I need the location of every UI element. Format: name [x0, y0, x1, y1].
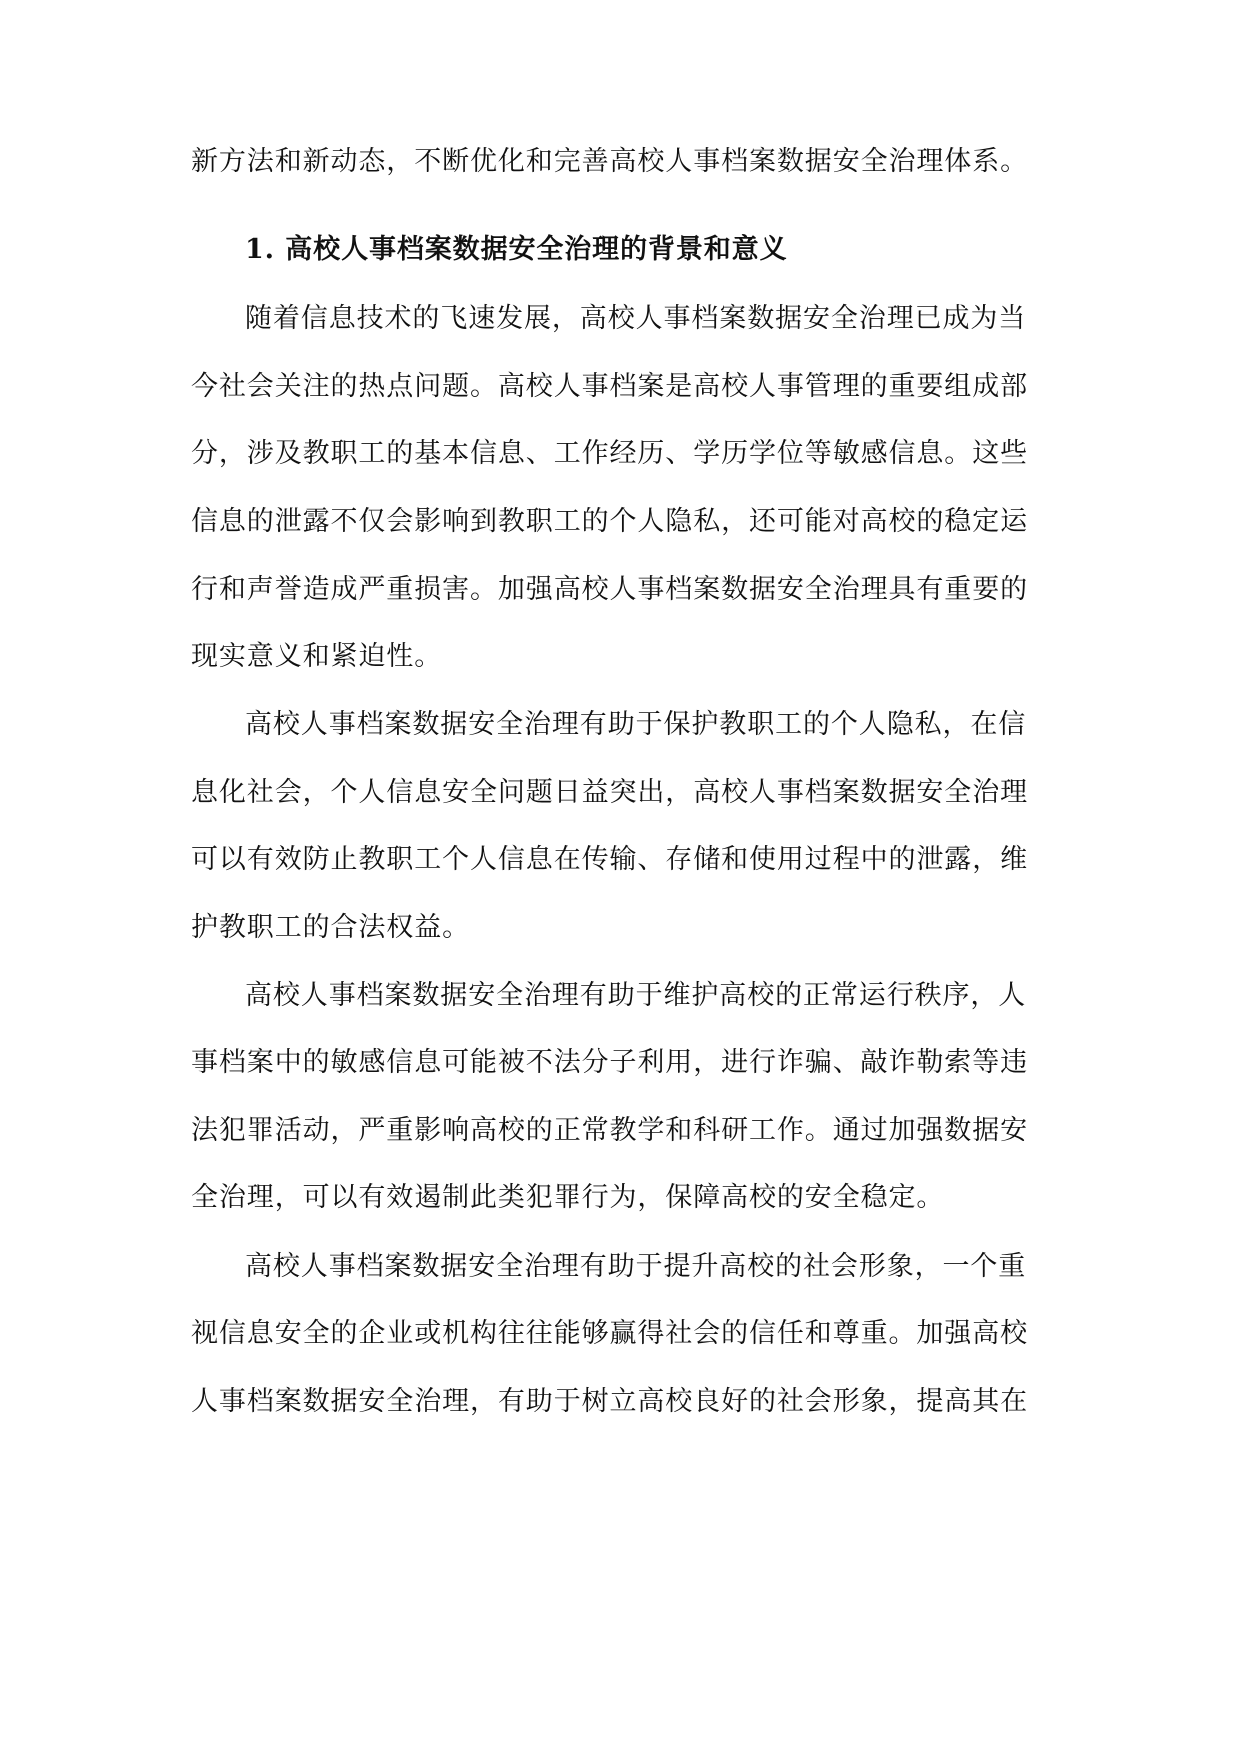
section-heading: 1. 高校人事档案数据安全治理的背景和意义: [245, 234, 788, 265]
paragraph-line: 视信息安全的企业或机构往往能够赢得社会的信任和尊重。加强高校: [191, 1318, 1028, 1349]
paragraph-line: 现实意义和紧迫性。: [191, 641, 443, 672]
intro-line: 新方法和新动态，不断优化和完善高校人事档案数据安全治理体系。: [191, 146, 1028, 177]
paragraph-line: 行和声誉造成严重损害。加强高校人事档案数据安全治理具有重要的: [191, 574, 1028, 605]
paragraph-line: 高校人事档案数据安全治理有助于提升高校的社会形象，一个重: [245, 1251, 1027, 1282]
paragraph-line: 随着信息技术的飞速发展，高校人事档案数据安全治理已成为当: [245, 303, 1027, 334]
paragraph-line: 事档案中的敏感信息可能被不法分子利用，进行诈骗、敲诈勒索等违: [191, 1047, 1028, 1078]
paragraph-line: 今社会关注的热点问题。高校人事档案是高校人事管理的重要组成部: [191, 371, 1028, 402]
paragraph-line: 法犯罪活动，严重影响高校的正常教学和科研工作。通过加强数据安: [191, 1115, 1028, 1146]
paragraph-line: 全治理，可以有效遏制此类犯罪行为，保障高校的安全稳定。: [191, 1182, 945, 1213]
paragraph-line: 分，涉及教职工的基本信息、工作经历、学历学位等敏感信息。这些: [191, 438, 1028, 469]
paragraph-line: 可以有效防止教职工个人信息在传输、存储和使用过程中的泄露，维: [191, 844, 1028, 875]
paragraph-line: 护教职工的合法权益。: [191, 912, 470, 943]
paragraph-line: 息化社会，个人信息安全问题日益突出，高校人事档案数据安全治理: [191, 777, 1028, 808]
paragraph-line: 人事档案数据安全治理，有助于树立高校良好的社会形象，提高其在: [191, 1386, 1028, 1417]
paragraph-line: 高校人事档案数据安全治理有助于保护教职工的个人隐私，在信: [245, 709, 1027, 740]
paragraph-line: 高校人事档案数据安全治理有助于维护高校的正常运行秩序，人: [245, 980, 1027, 1011]
paragraph-line: 信息的泄露不仅会影响到教职工的个人隐私，还可能对高校的稳定运: [191, 506, 1028, 537]
